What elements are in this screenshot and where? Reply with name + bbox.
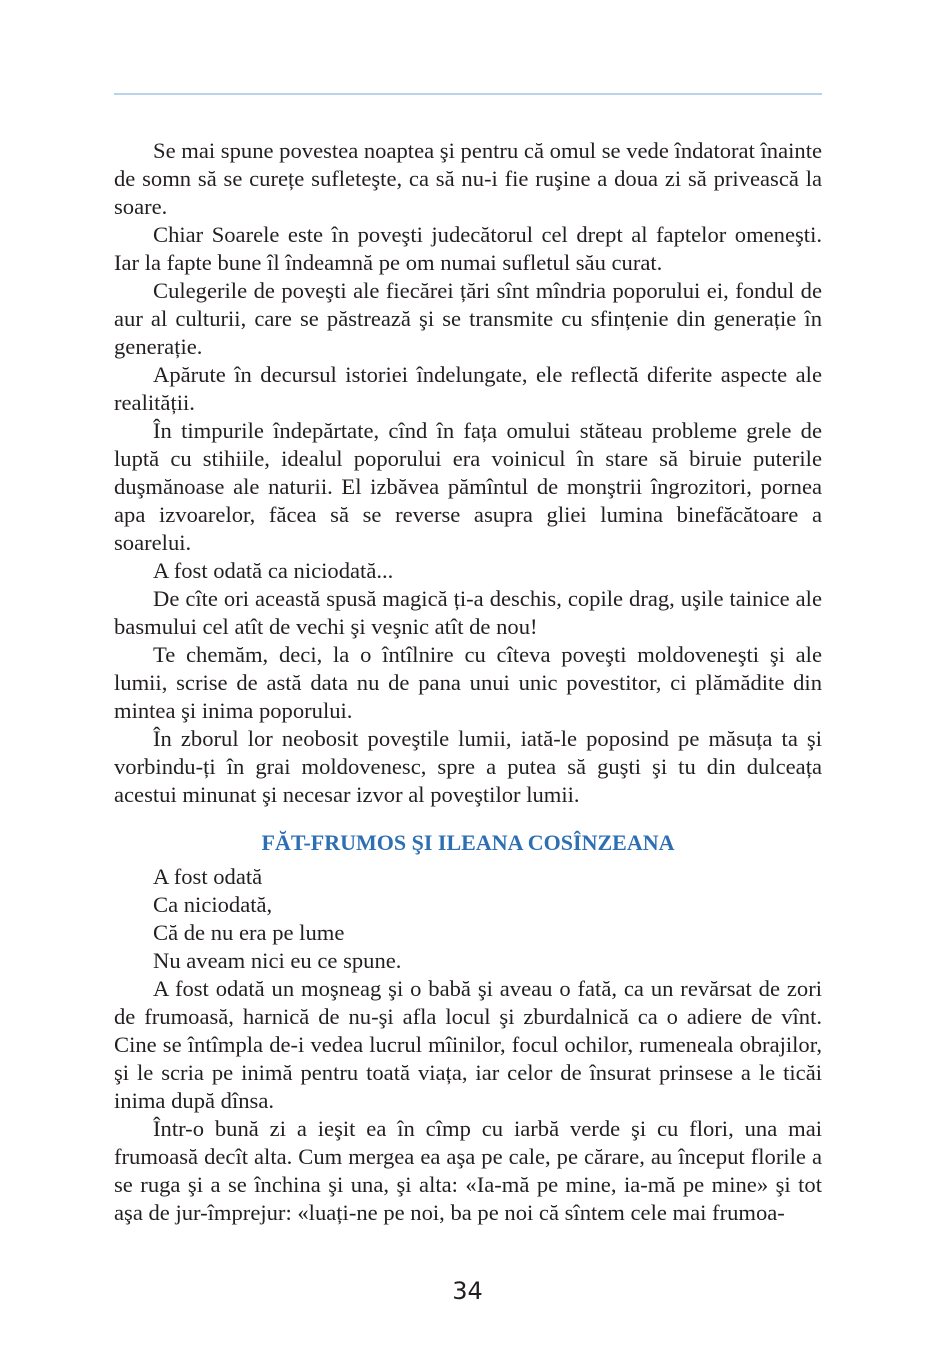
paragraph: De cîte ori această spusă magică ți-a deschis, copile drag, uşile tainice ale basmului cel atît de vechi şi veşnic atît de nou! bbox=[114, 586, 822, 639]
page-body bbox=[114, 137, 822, 1227]
paragraph: Se mai spune povestea noaptea şi pentru că omul se vede îndatorat înainte de somn să se curețe sufleteşte, ca să nu-i fie ruşine a doua zi să privească la soare. bbox=[114, 138, 822, 219]
verse-line: Că de nu era pe lume bbox=[153, 920, 345, 945]
paragraph: Într-o bună zi a ieşit ea în cîmp cu iarbă verde şi cu flori, una mai frumoasă decît alta. Cum mergea ea aşa pe cale, pe cărare, au început florile a se ruga şi a se închina şi una, şi alta: «Ia-mă pe mine, ia-mă pe mine» şi tot aşa de jur-împrejur: «luați-ne pe noi, ba pe noi că sîntem cele mai frumoa- bbox=[114, 1116, 822, 1225]
paragraph: Apărute în decursul istoriei îndelungate, ele reflectă diferite aspecte ale realității. bbox=[114, 362, 822, 415]
verse-line: Nu aveam nici eu ce spune. bbox=[153, 948, 402, 973]
paragraph: Culegerile de poveşti ale fiecărei țări sînt mîndria poporului ei, fondul de aur al culturii, care se păstrează şi se transmite cu sfințenie din generație în generație. bbox=[114, 278, 822, 359]
paragraph: A fost odată ca niciodată... bbox=[153, 558, 394, 583]
paragraph: Chiar Soarele este în poveşti judecătorul cel drept al faptelor omeneşti. Iar la fapte bune îl îndeamnă pe om numai sufletul său curat. bbox=[114, 222, 822, 275]
paragraph: În zborul lor neobosit poveştile lumii, iată-le poposind pe măsuța ta şi vorbindu-ți în grai moldovenesc, spre a putea să guşti şi tu din dulceața acestui minunat şi necesar izvor al poveştilor lumii. bbox=[114, 726, 822, 807]
paragraph: Te chemăm, deci, la o întîlnire cu cîteva poveşti moldoveneşti şi ale lumii, scrise de astă data nu de pana unui unic povestitor, ci plămădite din mintea şi inima poporului. bbox=[114, 642, 822, 723]
paragraph: A fost odată un moşneag şi o babă şi aveau o fată, ca un revărsat de zori de frumoasă, harnică de nu-şi afla locul şi zburdalnică ca o adiere de vînt. Cine se întîmpla de-i vedea lucrul mîinilor, focul ochilor, rumeneala obrajilor, şi le scria pe inimă pentru toată viața, iar celor de însurat prinsese a le ticăi inima după dînsa. bbox=[114, 976, 822, 1113]
story-title: FĂT-FRUMOS ŞI ILEANA COSÎNZEANA bbox=[261, 830, 675, 855]
verse-line: A fost odată bbox=[153, 864, 263, 889]
page-number: 34 bbox=[452, 1277, 483, 1305]
header-rule bbox=[114, 93, 822, 95]
paragraph: În timpurile îndepărtate, cînd în fața omului stăteau probleme grele de luptă cu stihiile, idealul poporului era voinicul în stare să biruie puterile duşmănoase ale naturii. El izbăvea pămîntul de monştrii îngrozitori, pornea apa izvoarelor, făcea să se reverse asupra gliei lumina binefăcătoare a soarelui. bbox=[114, 418, 822, 555]
verse-line: Ca niciodată, bbox=[153, 892, 273, 917]
